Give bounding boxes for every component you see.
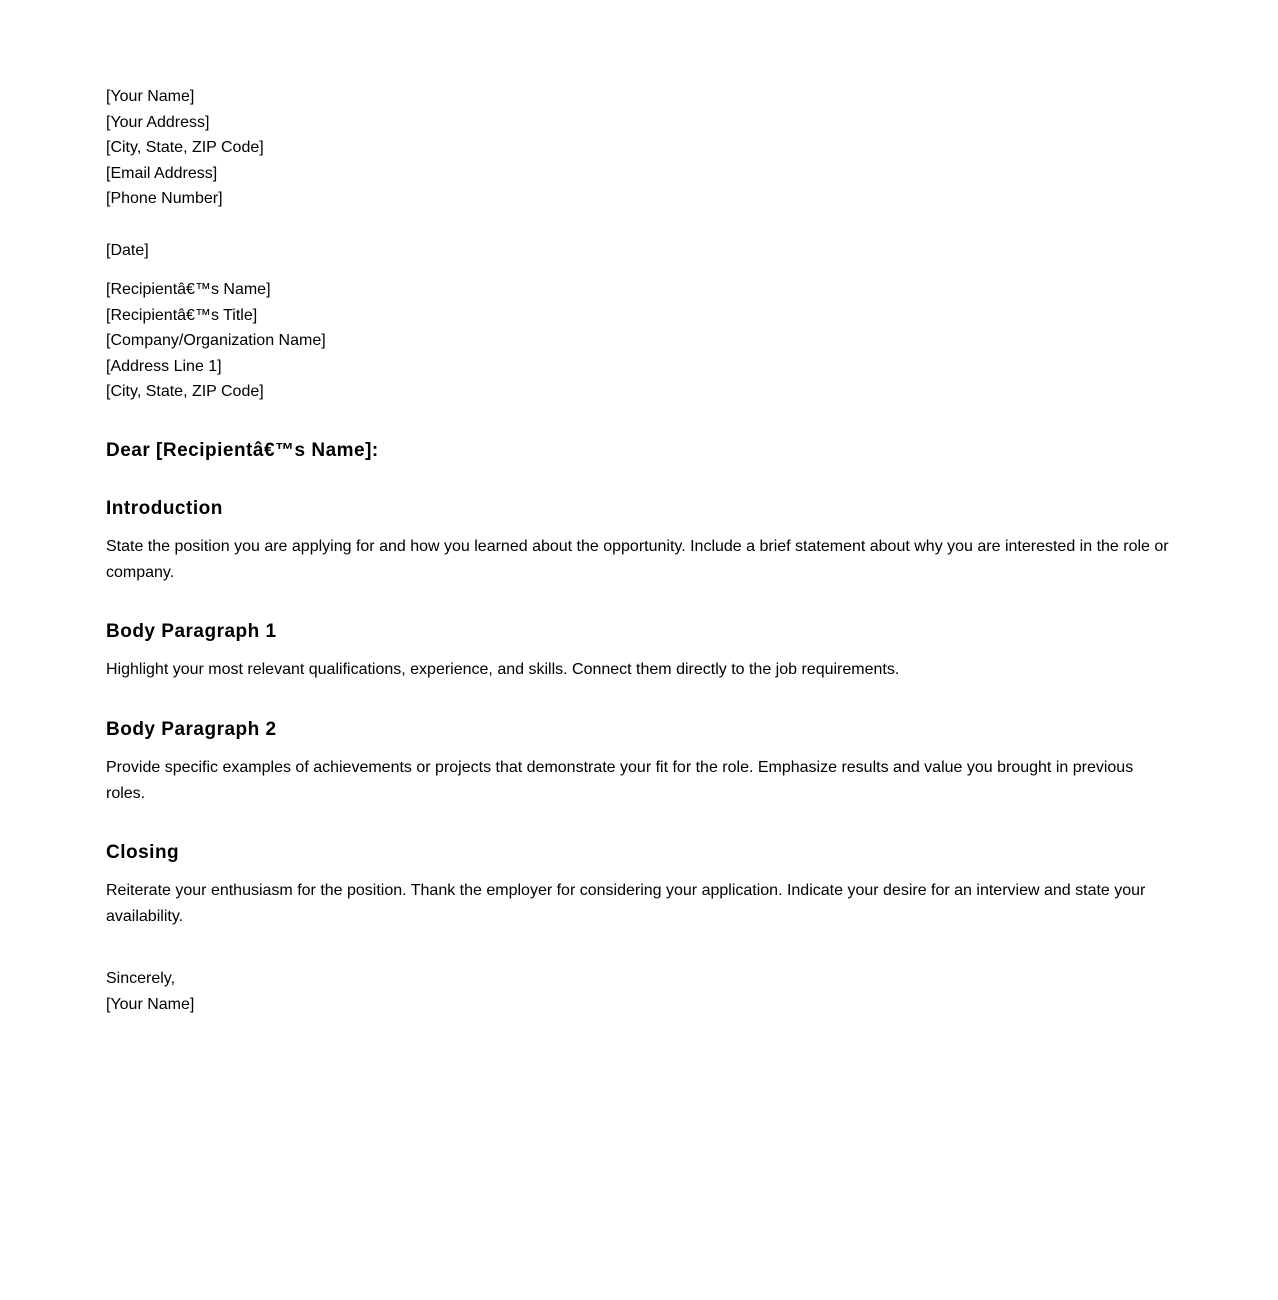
section-text-introduction: State the position you are applying for and how you learned about the opportunity. Include a brief statement about why you are interested in the role or company.	[106, 538, 1169, 581]
section-text-body-paragraph-2: Provide specific examples of achievements or projects that demonstrate your fit for the role. Emphasize results and value you brought in previous roles.	[106, 759, 1134, 802]
letter-date: [Date]	[106, 242, 149, 259]
section-heading-body-paragraph-2: Body Paragraph 2	[106, 719, 277, 740]
recipient-name: [Recipientâ€™s Name]	[106, 281, 271, 298]
section-heading-closing: Closing	[106, 842, 180, 863]
section-heading-body-paragraph-1: Body Paragraph 1	[106, 621, 277, 642]
recipient-city-state-zip: [City, State, ZIP Code]	[106, 383, 264, 401]
sender-name: [Your Name]	[106, 88, 195, 105]
sender-city-state-zip: [City, State, ZIP Code]	[106, 139, 264, 157]
section-heading-introduction: Introduction	[106, 498, 223, 519]
complimentary-close: Sincerely,	[106, 970, 176, 987]
recipient-company: [Company/Organization Name]	[106, 332, 326, 350]
signoff-block	[106, 966, 194, 1017]
recipient-address-line-1: [Address Line 1]	[106, 357, 222, 375]
recipient-address-block	[106, 277, 326, 405]
salutation: Dear [Recipientâ€™s Name]:	[106, 440, 379, 461]
sender-phone: [Phone Number]	[106, 190, 223, 208]
sender-address-block	[106, 84, 264, 212]
recipient-title: [Recipientâ€™s Title]	[106, 306, 258, 324]
section-text-closing: Reiterate your enthusiasm for the position. Thank the employer for considering your application. Indicate your desire for an interview and state your availability.	[106, 882, 1146, 925]
signature-name: [Your Name]	[106, 995, 195, 1013]
sender-address: [Your Address]	[106, 113, 210, 131]
sender-email: [Email Address]	[106, 164, 218, 182]
section-text-body-paragraph-1: Highlight your most relevant qualifications, experience, and skills. Connect them directly to the job requirements.	[106, 661, 900, 678]
